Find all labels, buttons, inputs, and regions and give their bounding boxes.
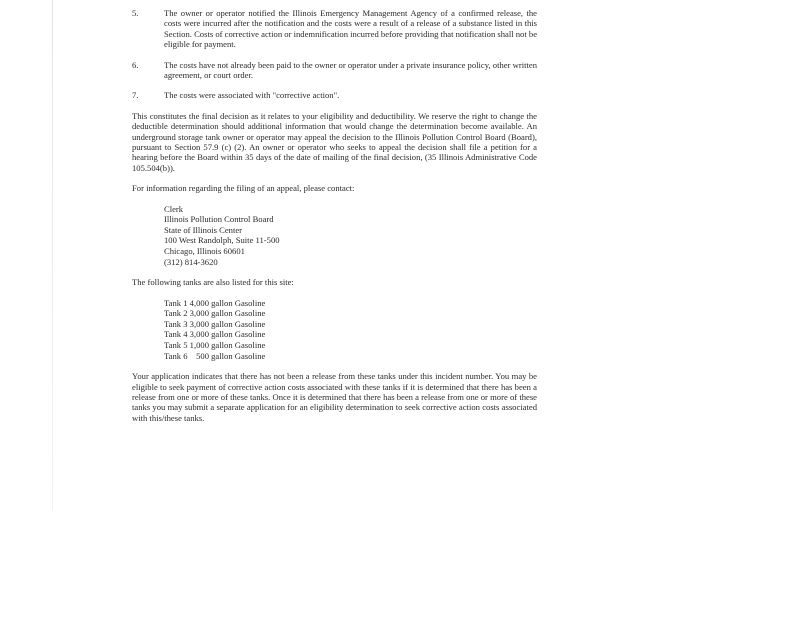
item-text: The costs have not already been paid to the owner or operator under a private insurance policy, other written agreement, or court order. [164, 59, 537, 81]
item-text: The costs were associated with "corrective action". [164, 90, 340, 101]
tank-list-item: Tank 1 4,000 gallon Gasoline [164, 297, 266, 308]
contact-line: Illinois Pollution Control Board [164, 214, 274, 225]
condition-item-6 [132, 60, 537, 81]
item-number: 5. [132, 8, 139, 18]
scan-edge-shadow [52, 0, 53, 510]
tank-list [164, 298, 537, 362]
contact-line: Clerk [164, 203, 184, 214]
item-number: 7. [132, 90, 139, 101]
tank-list-item: Tank 5 1,000 gallon Gasoline [164, 340, 266, 351]
appeal-intro: For information regarding the filing of an appeal, please contact: [132, 183, 355, 194]
decision-paragraph: This constitutes the final decision as it relates to your eligibility and deductibility. We reserve the right to change the deductible determination should additional information that would change the determination become available. An underground storage tank owner or operator may appeal the decision to the Illinois Pollution Control Board (Board), pursuant to Section 57.9 (c) (2). An owner or operator who seeks to appeal the decision shall file a petition for a hearing before the Board within 35 days of the date of mailing of the final decision, (35 Illinois Administrative Code 105.504(b)). [132, 110, 537, 173]
closing-paragraph: Your application indicates that there has not been a release from these tanks under this incident number. You may be eligible to seek payment of corrective action costs associated with these tanks if it is determined that there has been a release from one or more of these tanks. Once it is determined that there has been a release from one or more of these tanks you may submit a separate application for an eligibility determination to seek corrective action costs associated with this/these tanks. [132, 371, 537, 423]
tank-list-item: Tank 2 3,000 gallon Gasoline [164, 308, 266, 319]
contact-line: Chicago, Illinois 60601 [164, 246, 245, 257]
document-page [132, 8, 537, 433]
contact-address-block [164, 204, 537, 268]
tank-list-item: Tank 4 3,000 gallon Gasoline [164, 329, 266, 340]
tanks-intro: The following tanks are also listed for this site: [132, 277, 294, 288]
contact-line: 100 West Randolph, Suite 11-500 [164, 235, 280, 246]
contact-line: (312) 814-3620 [164, 256, 218, 267]
tank-list-item: Tank 6 500 gallon Gasoline [164, 350, 266, 361]
condition-item-5 [132, 8, 537, 50]
item-number: 6. [132, 59, 139, 70]
item-text: The owner or operator notified the Illinois Emergency Management Agency of a confirmed release, the costs were incurred after the notification and the costs were a result of a release of a substance listed in this Section. Costs of corrective action or indemnification incurred before providing that notification shall not be eligible for payment. [164, 8, 538, 50]
contact-line: State of Illinois Center [164, 224, 243, 235]
condition-item-7 [132, 90, 537, 100]
tank-list-item: Tank 3 3,000 gallon Gasoline [164, 318, 266, 329]
